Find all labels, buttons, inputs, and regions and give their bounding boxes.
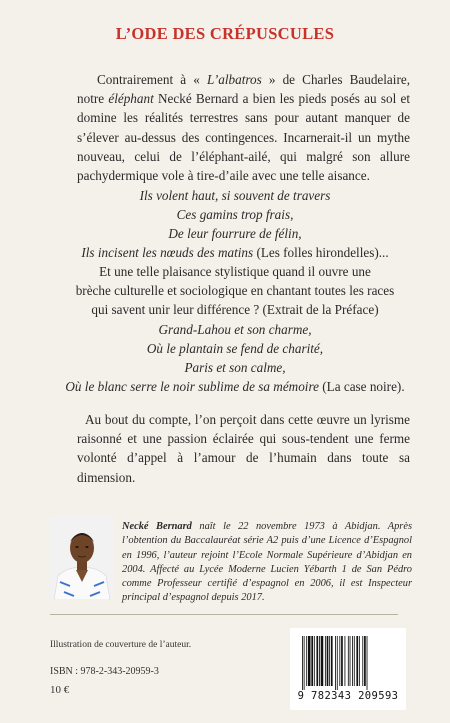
verse1-source: (Les folles hirondelles)... — [253, 245, 389, 260]
barcode-bar — [327, 636, 329, 686]
barcode-bar — [311, 636, 313, 686]
barcode-bar — [359, 636, 360, 686]
verse2-line-4: Où le blanc serre le noir sublime de sa mémoire — [65, 379, 319, 394]
preface-line-3: qui savent unir leur différence ? (Extrait de la Préface) — [91, 302, 379, 317]
author-bio — [122, 520, 412, 606]
barcode-bar — [356, 636, 358, 686]
barcode-bars — [300, 636, 396, 690]
verse1-line-4: Ils incisent les nœuds des matins — [81, 245, 254, 260]
barcode-bar — [302, 636, 303, 690]
verse1-line-1: Ils volent haut, si souvent de travers — [139, 188, 331, 203]
intro-text-2: » de Charles Baudelaire, notre — [77, 72, 410, 107]
barcode-bar — [314, 636, 315, 686]
intro-paragraph — [77, 70, 410, 185]
barcode-bar — [367, 636, 368, 690]
barcode-bar — [306, 636, 307, 686]
book-title: L’ODE DES CRÉPUSCULES — [115, 24, 335, 43]
barcode-bar — [304, 636, 305, 690]
author-bio-text: naît le 22 novembre 1973 à Abidjan. Après l’obtention du Baccalauréat série A2 puis d’une Licence d’Espagnol en 1996, l’auteur rejoint l’Ecole Normale Supérieure d’Abidjan en 2004. Affecté au Lycée Moderne Lucien Yébarth 1 de San Pédro comme Professeur certifié d’espagnol en 2006, il est Inspecteur principal d’espagnol depuis 2017. — [122, 521, 412, 604]
barcode-bar — [329, 636, 330, 686]
barcode-bar — [337, 636, 338, 690]
barcode-bar — [352, 636, 353, 686]
preface-extract — [60, 262, 410, 319]
barcode-bar — [319, 636, 320, 686]
barcode-bar — [350, 636, 351, 686]
barcode-bar — [341, 636, 343, 686]
barcode-bar — [364, 636, 366, 686]
verse1-line-3: De leur fourrure de félin, — [168, 226, 302, 241]
preface-line-1: Et une telle plaisance stylistique quand il ouvre une — [99, 264, 371, 279]
barcode-bar — [325, 636, 326, 686]
author-photo — [50, 516, 114, 600]
cover-credit: Illustration de couverture de l’auteur. — [50, 640, 192, 650]
barcode-bar — [308, 636, 311, 686]
barcode-bar — [345, 636, 346, 686]
verse2-line-1: Grand-Lahou et son charme, — [158, 322, 312, 337]
barcode-number: 9 782343 209593 — [297, 690, 399, 702]
preface-line-2: brèche culturelle et sociologique en chantant toutes les races — [75, 283, 395, 298]
isbn: ISBN : 978-2-343-20959-3 — [50, 666, 159, 677]
barcode-bar — [354, 636, 355, 686]
barcode-bar — [348, 636, 349, 686]
conclusion-paragraph: Au bout du compte, l’on perçoit dans cette œuvre un lyrisme raisonné et une passion éclairée qui sous-tendent une ferme volonté d’appel à l’amour de l’humain dans toute sa dimension. — [77, 412, 410, 485]
verse2-line-2: Où le plantain se fend de charité, — [146, 341, 324, 356]
barcode — [290, 628, 406, 710]
divider — [50, 614, 398, 615]
barcode-bar — [362, 636, 363, 686]
verse1-line-2: Ces gamins trop frais, — [176, 207, 294, 222]
barcode-bar — [339, 636, 340, 686]
verse-excerpt-2 — [60, 320, 410, 396]
intro-text-1: Contrairement à « — [97, 72, 208, 87]
price: 10 € — [50, 684, 70, 696]
author-name: Necké Bernard — [122, 521, 192, 532]
intro-italic-albatros: L’albatros — [207, 72, 262, 87]
barcode-bar — [335, 636, 336, 690]
intro-italic-elephant: éléphant — [108, 91, 154, 107]
verse2-line-3: Paris et son calme, — [184, 360, 286, 375]
verse2-source: (La case noire). — [318, 379, 405, 394]
barcode-bar — [321, 636, 324, 686]
intro-text-3: Necké Bernard a bien les pieds posés au sol et domine les réalités terrestres sans pour autant manquer de s’élever au-dessus des contingences. Incarnerait-il un mythe nouveau, celui de l’éléphant-ailé, qui malgré son allure pachydermique vole à tire-d’aile avec une telle aisance. — [77, 91, 410, 184]
verse-excerpt-1 — [60, 186, 410, 262]
barcode-bar — [331, 636, 333, 686]
barcode-bar — [316, 636, 318, 686]
